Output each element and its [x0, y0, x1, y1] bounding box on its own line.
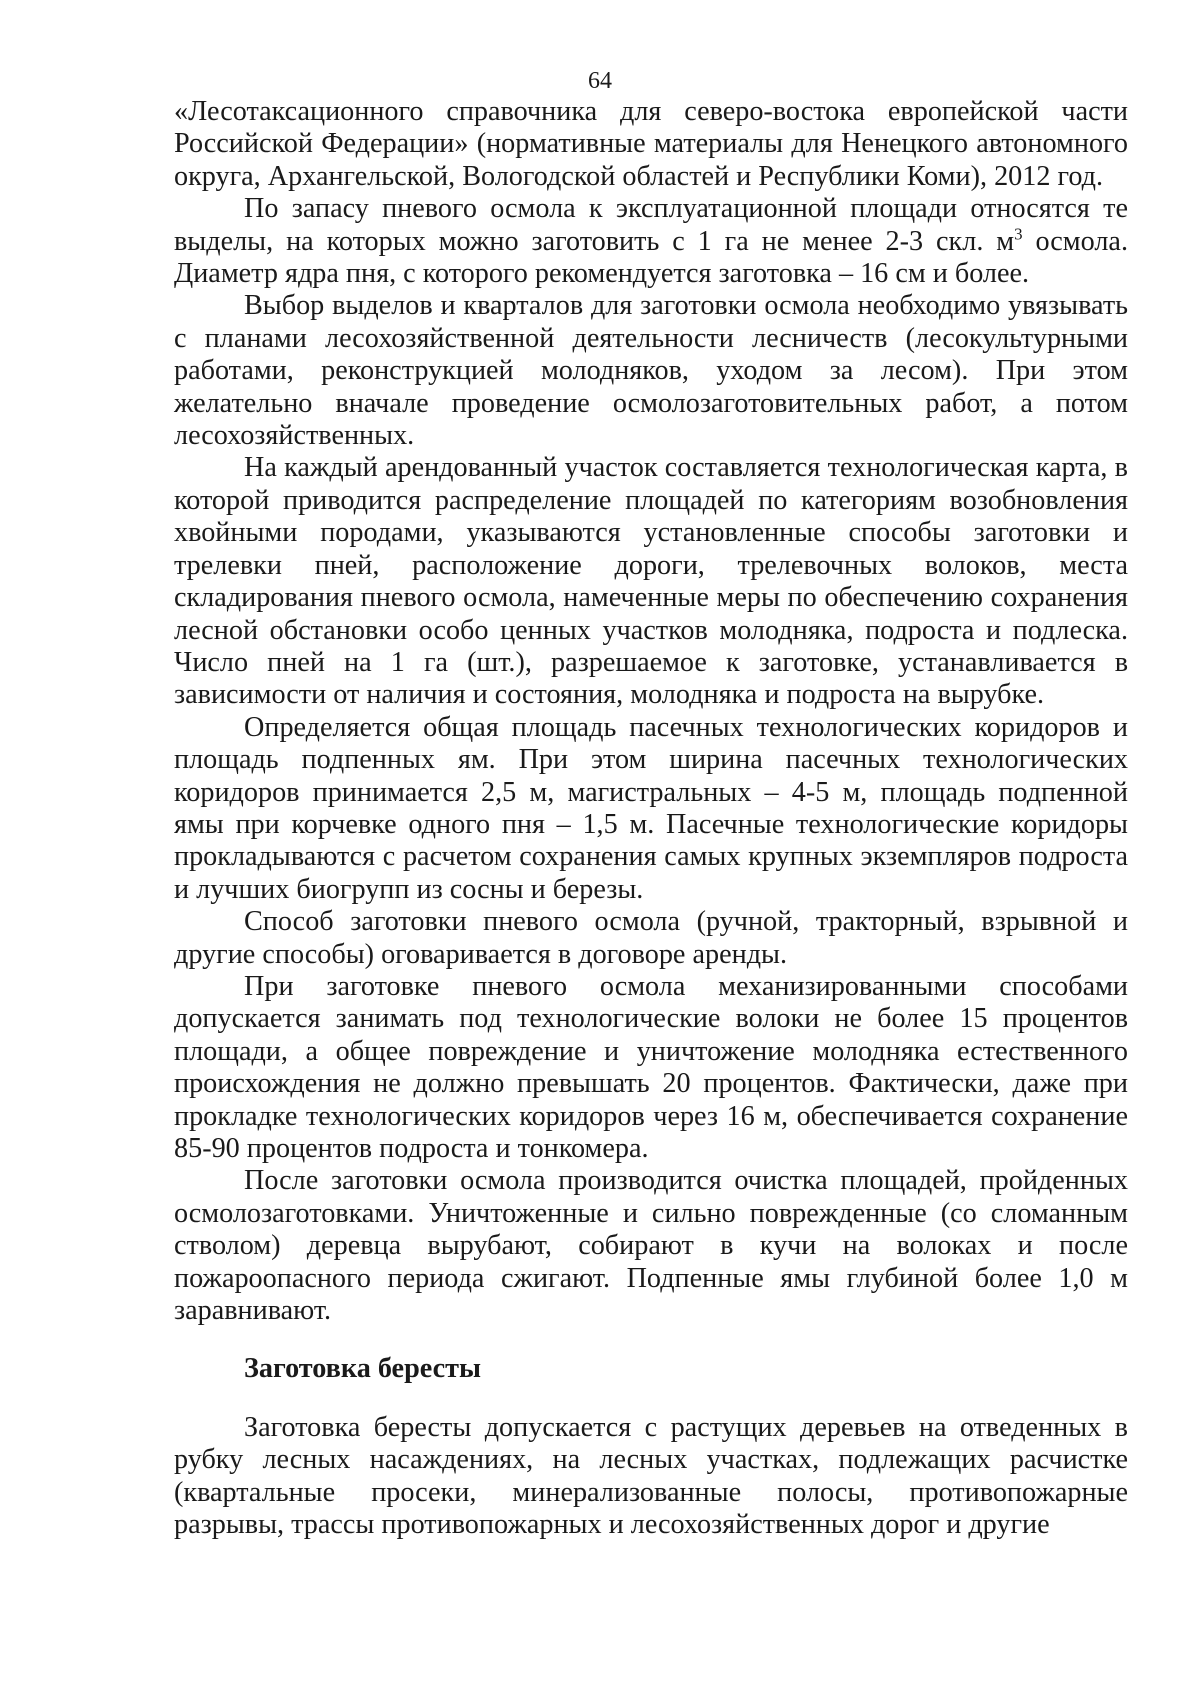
paragraph-stump-resin-stock [174, 193, 1128, 290]
page-number: 64 [588, 68, 612, 94]
paragraph-text: По запасу пневого осмола к эксплуатационной площади относятся те выделы, на которых можно заготовить с 1 га не менее 2-3 скл. м [174, 193, 1128, 257]
paragraph-birch-bark: Заготовка бересты допускается с растущих деревьев на отведенных в рубку лесных насаждениях, на лесных участках, подлежащих расчистке (квартальные просеки, минерализованные полосы, противопожарные разрывы, трассы противопожарных и лесохозяйственных дорог и другие [174, 1411, 1128, 1541]
paragraph-corridors: Определяется общая площадь пасечных технологических коридоров и площадь подпенных ям. При этом ширина пасечных технологических коридоров принимается 2,5 м, магистральных – 4-5 м, площадь подпенной ямы при корчевке одного пня – 1,5 м. Пасечные технологические коридоры прокладываются с расчетом сохранения самых крупных экземпляров подроста и лучших биогрупп из сосны и березы. [174, 711, 1128, 905]
page-content [174, 96, 1128, 1541]
superscript: 3 [1014, 224, 1023, 244]
paragraph-text: осмола. Диаметр ядра пня, с которого рекомендуется заготовка – 16 см и более. [174, 225, 1128, 290]
paragraph-cleanup: После заготовки осмола производится очистка площадей, пройденных осмолозаготовками. Уничтоженные и сильно поврежденные (со сломанным стволом) деревца вырубают, собирают в кучи на волоках и после пожароопасного периода сжигают. Подпенные ямы глубиной более 1,0 м заравнивают. [174, 1165, 1128, 1327]
section-heading: Заготовка бересты [244, 1353, 481, 1385]
paragraph-harvest-method: Способ заготовки пневого осмола (ручной, тракторный, взрывной и другие способы) оговаривается в договоре аренды. [174, 906, 1128, 970]
paragraph-technological-map: На каждый арендованный участок составляется технологическая карта, в которой приводится распределение площадей по категориям возобновления хвойными породами, указываются установленные способы заготовки и трелевки пней, расположение дороги, трелевочных волоков, места складирования пневого осмола, намеченные меры по обеспечению сохранения лесной обстановки особо ценных участков молодняка, подроста и подлеска. Число пней на 1 га (шт.), разрешаемое к заготовке, устанавливается в зависимости от наличия и состояния, молодняка и подроста на вырубке. [174, 452, 1128, 711]
paragraph-mechanized-harvest: При заготовке пневого осмола механизированными способами допускается занимать под технологические волоки не более 15 процентов площади, а общее повреждение и уничтожение молодняка естественного происхождения не должно превышать 20 процентов. Фактически, даже при прокладке технологических коридоров через 16 м, обеспечивается сохранение 85-90 процентов подроста и тонкомера. [174, 970, 1128, 1164]
paragraph-plot-selection: Выбор выделов и кварталов для заготовки осмола необходимо увязывать с планами лесохозяйственной деятельности лесничеств (лесокультурными работами, реконструкцией молодняков, уходом за лесом). При этом желательно вначале проведение осмолозаготовительных работ, а потом лесохозяйственных. [174, 290, 1128, 452]
paragraph-continuation: «Лесотаксационного справочника для северо-востока европейской части Российской Федерации» (нормативные материалы для Ненецкого автономного округа, Архангельской, Вологодской областей и Республики Коми), 2012 год. [174, 96, 1128, 192]
